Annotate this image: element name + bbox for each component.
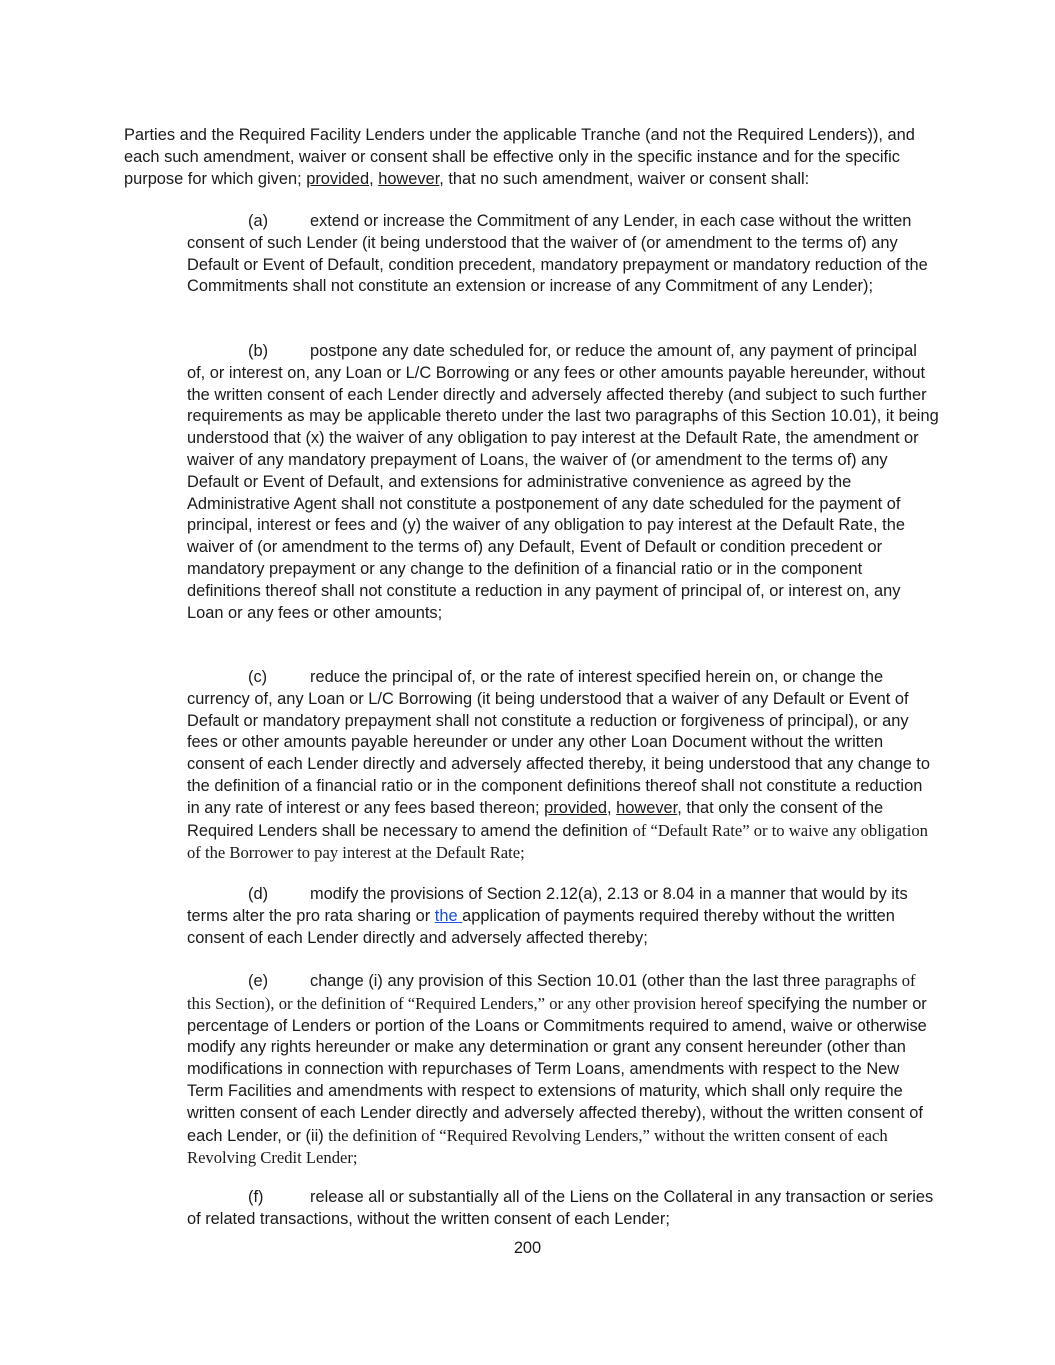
intro-paragraph: Parties and the Required Facility Lenders under the applicable Tranche (and not the Required Lenders)), and each such amendment, waiver or consent shall be effective only in the specific instance and for the specific purpose for which given; provided, however, that no such amendment, waiver or consent shall:: [124, 126, 915, 188]
clause-a: [187, 211, 939, 298]
clause-text: release all or substantially all of the Liens on the Collateral in any transaction or series of related transactions, without the written consent of each Lender;: [187, 1188, 934, 1228]
intro-text-end: , that no such amendment, waiver or consent shall:: [439, 169, 810, 188]
clause-text-serif: of “Default Rate” or to waive any obligation of the Borrower to pay interest at the Default Rate;: [187, 820, 928, 863]
intro-text: Parties and the Required Facility Lenders under the applicable Tranche (and not the Required Lenders)), and each such amendment, waiver or consent shall be effective only in the specific instance and for the specific purpose for which given;: [124, 126, 915, 188]
provided-term: provided: [306, 169, 370, 188]
clause-text: reduce the principal of, or the rate of interest specified herein on, or change the currency of, any Loan or L/C Borrowing (it being understood that a waiver of any Default or Event of Default or mandatory prepayment shall not constitute a reduction or forgiveness of principal), or any fees or other amounts payable hereunder or under any other Loan Document without the written consent of each Lender directly and adversely affected thereby, it being understood that any change to the definition of a financial ratio or in the component definitions thereof shall not constitute a reduction in any rate of interest or any fees based thereon;: [187, 668, 930, 817]
clause-c: (c) reduce the principal of, or the rate of interest specified herein on, or change the currency of, any Loan or L/C Borrowing (it being understood that a waiver of any Default or Event of Default or mandatory prepayment shall not constitute a reduction or forgiveness of principal), or any fees or other amounts payable hereunder or under any other Loan Document without the written consent of each Lender directly and adversely affected thereby, it being understood that any change to the definition of a financial ratio or in the component definitions thereof shall not constitute a reduction in any rate of interest or any fees based thereon; provided, however, that only the consent of the Required Lenders shall be necessary to amend the definition of “Default Rate” or to waive any obligation of the Borrower to pay interest at the Default Rate;: [187, 668, 930, 863]
clause-text: extend or increase the Commitment of any Lender, in each case without the written consent of such Lender (it being understood that the waiver of (or amendment to the terms of) any Default or Event of Default, condition precedent, mandatory prepayment or mandatory reduction of the Commitments shall not constitute an extension or increase of any Commitment of any Lender);: [187, 212, 928, 296]
clause-f: [187, 1187, 939, 1231]
provided-term: provided: [544, 798, 608, 817]
page-number: 200: [513, 1239, 542, 1257]
clause-label: (b): [248, 342, 269, 360]
however-term: however: [378, 169, 440, 188]
clause-text: postpone any date scheduled for, or reduce the amount of, any payment of principal of, or interest on, any Loan or L/C Borrowing or any fees or other amounts payable hereunder, without the written consent of each Lender directly and adversely affected thereby (and subject to such further requirements as may be applicable thereto under the last two paragraphs of this Section 10.01), it being understood that (x) the waiver of any obligation to pay interest at the Default Rate, the amendment or waiver of any mandatory prepayment of Loans, the waiver of (or amendment to the terms of) any Default or Event of Default, and extensions for administrative convenience as agreed by the Administrative Agent shall not constitute a postponement of any date scheduled for the payment of principal, interest or fees and (y) the waiver of any obligation to pay interest at the Default Rate, the waiver of (or amendment to the terms of) any Default, Event of Default or condition precedent or mandatory prepayment or any change to the definition of a financial ratio or in the component definitions thereof shall not constitute a reduction in any payment of principal of, or interest on, any Loan or any fees or other amounts;: [187, 342, 939, 622]
clause-e: [187, 970, 939, 1170]
clause-label: (e): [248, 972, 269, 990]
clause-text: modify the provisions of Section 2.12(a), 2.13 or 8.04 in a manner that would by its terms alter the pro rata sharing or: [187, 885, 908, 925]
clause-label: (d): [248, 885, 269, 903]
clause-text-serif: the definition of “Required Revolving Lenders,” without the written consent of each Revolving Credit Lender;: [187, 1125, 888, 1168]
however-term: however: [616, 798, 678, 817]
clause-text-serif: paragraphs of this Section), or the definition of “Required Lenders,” or any other provision hereof: [187, 971, 916, 1013]
clause-text: specifying the number or percentage of Lenders or portion of the Loans or Commitments required to amend, waive or otherwise modify any rights hereunder or make any determination or grant any consent hereunder (other than modifications in connection with repurchases of Term Loans, amendments with respect to the New Term Facilities and amendments with respect to extensions of maturity, which shall only require the written consent of each Lender directly and adversely affected thereby), without the written consent of each Lender, or (ii): [187, 994, 927, 1145]
clause-b: [187, 341, 939, 624]
clause-label: (a): [248, 212, 269, 230]
clause-text: change (i) any provision of this Section 10.01 (other than the last three: [310, 972, 825, 990]
the-link[interactable]: the: [434, 906, 463, 925]
clause-text: application of payments required thereby without the written consent of each Lender directly and adversely affected thereby;: [187, 906, 895, 947]
clause-label: (f): [248, 1188, 264, 1206]
clause-label: (c): [248, 668, 268, 686]
clause-d: [187, 884, 939, 949]
clause-text: , that only the consent of the Required Lenders shall be necessary to amend the definition: [187, 798, 884, 840]
